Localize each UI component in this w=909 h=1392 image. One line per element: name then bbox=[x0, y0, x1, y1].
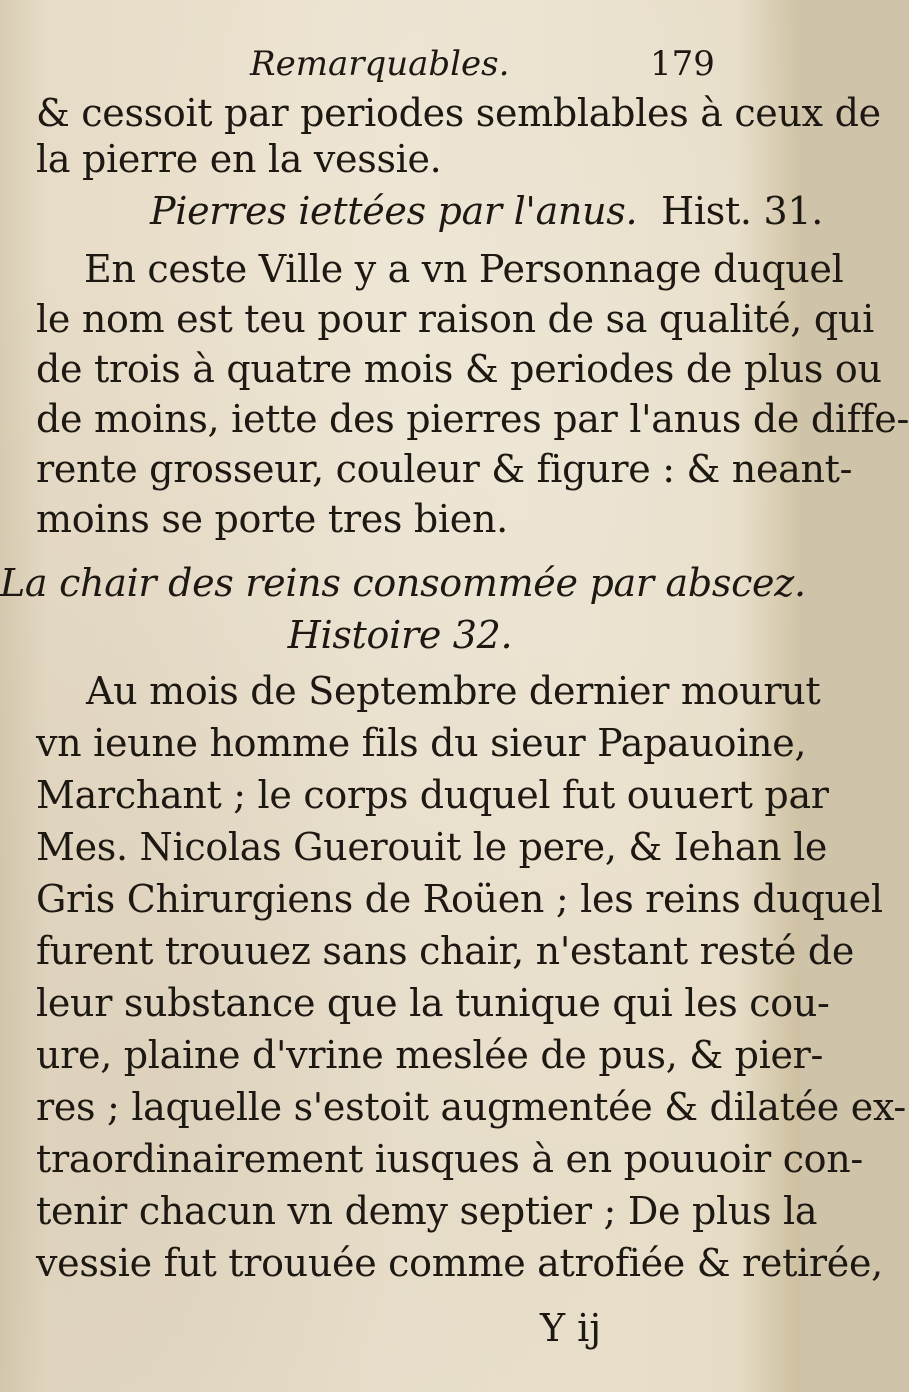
text-line: rente grosseur, couleur & figure : & neant- bbox=[36, 447, 853, 491]
section-title-32: La chair des reins consommée par abscez. bbox=[0, 561, 806, 605]
text-line: traordinairement iusques à en pouuoir con- bbox=[36, 1137, 863, 1181]
text-line: tenir chacun vn demy septier ; De plus la bbox=[36, 1189, 818, 1233]
text-line: moins se porte tres bien. bbox=[36, 497, 508, 541]
text-line: le nom est teu pour raison de sa qualité, qui bbox=[36, 297, 874, 341]
text-line: leur substance que la tunique qui les cou- bbox=[36, 981, 830, 1025]
text-line: Au mois de Septembre dernier mourut bbox=[86, 669, 821, 713]
text-line: Marchant ; le corps duquel fut ouuert par bbox=[36, 773, 829, 817]
running-head-title: Remarquables. bbox=[250, 44, 510, 84]
text-line: & cessoit par periodes semblables à ceux de bbox=[36, 91, 881, 135]
section-title-31: Pierres iettées par l'anus. bbox=[150, 189, 638, 233]
text-line: vessie fut trouuée comme atrofiée & retirée, bbox=[36, 1241, 883, 1285]
signature-mark: Y ij bbox=[540, 1306, 602, 1350]
text-line: furent trouuez sans chair, n'estant resté de bbox=[36, 929, 855, 973]
text-line: En ceste Ville y a vn Personnage duquel bbox=[84, 247, 844, 291]
section-heading-31 bbox=[150, 188, 823, 234]
text-line: Gris Chirurgiens de Roüen ; les reins duquel bbox=[36, 877, 883, 921]
section-hist-32: Histoire 32. bbox=[287, 613, 513, 657]
text-line: vn ieune homme fils du sieur Papauoine, bbox=[36, 721, 807, 765]
text-line: ure, plaine d'vrine meslée de pus, & pier- bbox=[36, 1033, 824, 1077]
text-line: res ; laquelle s'estoit augmentée & dilatée ex- bbox=[36, 1085, 906, 1129]
page-number: 179 bbox=[650, 44, 715, 84]
text-line: Mes. Nicolas Guerouit le pere, & Iehan le bbox=[36, 825, 828, 869]
section-hist-31: Hist. 31. bbox=[661, 189, 824, 233]
text-line: la pierre en la vessie. bbox=[36, 137, 442, 181]
text-line: de moins, iette des pierres par l'anus de diffe- bbox=[36, 397, 909, 441]
text-line: de trois à quatre mois & periodes de plus ou bbox=[36, 347, 882, 391]
